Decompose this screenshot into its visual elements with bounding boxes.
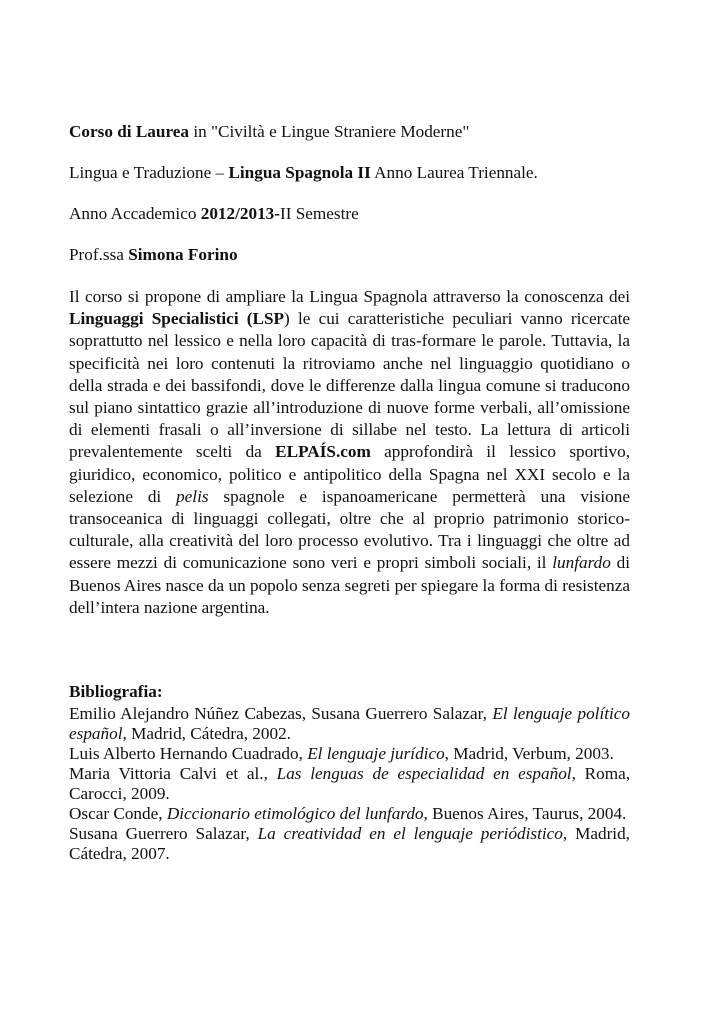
bibliography-entry <box>69 704 630 744</box>
subject-prefix: Lingua e Traduzione – <box>69 163 229 182</box>
desc-part-1: Il corso si propone di ampliare la Lingua Spagnola attraverso la conoscenza dei <box>69 287 630 306</box>
entry-title: Diccionario etimológico del lunfardo <box>166 804 424 823</box>
course-line <box>69 122 630 142</box>
professor-title: Prof.ssa <box>69 245 129 264</box>
entry-title: Las lenguas de especialidad en español <box>276 764 572 783</box>
desc-part-3: approfondirà il lessico sportivo, giuridico, economico, politico e antipolitico della Spagna nel XXI secolo e la selezione di <box>69 442 630 506</box>
course-description <box>69 286 630 619</box>
entry-publication: , Madrid, Cátedra, 2007. <box>69 824 630 863</box>
semester-label: II Semestre <box>279 204 359 223</box>
bibliography <box>69 682 630 864</box>
bibliography-entry <box>69 804 630 824</box>
desc-part-4: spagnole e ispanoamericane permetterà una visione transoceanica di linguaggi collegati, oltre che al proprio patrimonio storico-culturale, alla creatività del loro processo evolutivo. Tra i linguaggi che oltre ad essere mezzi di comunicazione sono veri e propri simboli sociali, il <box>69 486 630 573</box>
bibliography-entry <box>69 824 630 864</box>
desc-lsp: Linguaggi Specialistici (LSP <box>69 309 285 329</box>
academic-year-label: Anno Accademico <box>69 204 201 223</box>
bibliography-entry <box>69 744 630 764</box>
entry-publication: , Madrid, Cátedra, 2002. <box>122 724 291 743</box>
entry-publication: , Madrid, Verbum, 2003. <box>444 744 614 763</box>
desc-part-2: ) le cui caratteristiche peculiari vanno ricercate soprattutto nel lessico e nella loro capacità di tras-formare le parole. Tuttavia, la specificità nei loro contenuti la ritroviamo anche nel linguaggio quotidiano o della strada e dei bassifondi, dove le differenze dalla lingua comune si traducono sul piano sintattico grazie all’introduzione di nuove forme verbali, all’omissione di elementi frasali o all’inversione di sillabe nel testo. La lettura di articoli prevalentemente scelti da <box>69 309 631 462</box>
academic-year-line <box>69 204 630 224</box>
entry-authors: Luis Alberto Hernando Cuadrado, <box>69 744 308 763</box>
entry-publication: , Buenos Aires, Taurus, 2004. <box>423 804 627 823</box>
entry-authors: Emilio Alejandro Núñez Cabezas, Susana Guerrero Salazar, <box>69 704 493 723</box>
subject-line <box>69 163 630 183</box>
entry-title: El lenguaje jurídico <box>307 744 445 763</box>
entry-authors: Oscar Conde, <box>69 804 167 823</box>
academic-year-value: 2012/2013- <box>200 204 280 223</box>
bibliography-heading: Bibliografia: <box>69 682 163 701</box>
entry-authors: Susana Guerrero Salazar, <box>69 824 258 843</box>
entry-title: La creatividad en el lenguaje periódistico <box>257 824 563 843</box>
professor-name: Simona Forino <box>128 245 238 264</box>
desc-lunfardo: lunfardo <box>552 553 611 573</box>
course-label: Corso di Laurea <box>69 122 190 141</box>
bibliography-entry <box>69 764 630 804</box>
entry-authors: Maria Vittoria Calvi et al., <box>69 764 277 783</box>
entry-publication: , Roma, Carocci, 2009. <box>69 764 630 803</box>
professor-line <box>69 245 630 265</box>
desc-pelis: pelis <box>176 486 209 506</box>
course-name: in "Civiltà e Lingue Straniere Moderne" <box>189 122 470 141</box>
desc-part-5: di Buenos Aires nasce da un popolo senza segreti per spiegare la forma di resistenza dell’intera nazione argentina. <box>69 553 630 617</box>
subject-name: Lingua Spagnola II <box>228 163 371 182</box>
entry-title: El lenguaje político español <box>69 704 630 743</box>
subject-suffix: Anno Laurea Triennale. <box>370 163 538 182</box>
desc-elpais: ELPAÍS.com <box>275 442 371 462</box>
